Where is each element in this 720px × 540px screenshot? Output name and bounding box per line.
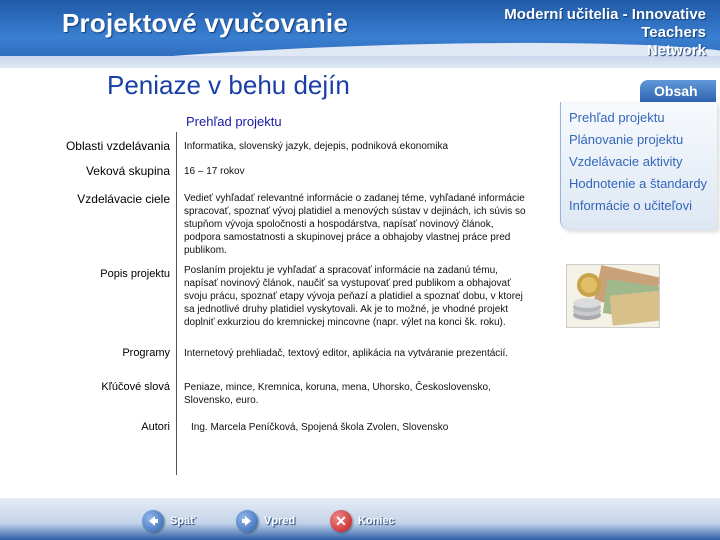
sidebar-item-teacher-info[interactable]: Informácie o učiteľovi — [569, 198, 693, 213]
sidebar-nav — [560, 102, 717, 230]
column-divider — [176, 132, 177, 475]
brand-network-line-2: Teachers — [641, 24, 706, 41]
row-value-authors: Ing. Marcela Peníčková, Spojená škola Zvolen, Slovensko — [191, 422, 449, 433]
page-title: Peniaze v behu dejín — [107, 70, 350, 100]
next-button-label: Vpred — [264, 515, 296, 527]
close-x-icon: ✕ — [330, 510, 352, 532]
row-value-areas: Informatika, slovenský jazyk, dejepis, podniková ekonomika — [184, 141, 449, 152]
row-value-age: 16 – 17 rokov — [184, 166, 245, 177]
sidebar-tab-contents[interactable]: Obsah — [640, 80, 716, 102]
row-label-keywords: Kľúčové slová — [101, 381, 170, 393]
brand-network-line-1: Moderní učitelia - Innovative — [504, 6, 706, 23]
row-value-goals: Vedieť vyhľadať relevantné informácie o zadanej téme, vyhľadané informácie spracovať, spoznať vývoj platidiel a menových sústav v dejinách, ich súvis so stupňom vývoja spoločnosti a hospodárstva, napísať novinový článok, podpora samostatnosti a skupinovej práce a obhajoby vlastnej práce pred publikom. — [184, 193, 526, 256]
brand-network-line-3: Network — [646, 42, 706, 59]
row-label-programs: Programy — [122, 347, 170, 359]
section-heading: Prehľad projektu — [186, 114, 282, 129]
coins-banknotes-illustration — [567, 265, 659, 327]
brand-network — [504, 6, 706, 60]
sidebar-item-activities[interactable]: Vzdelávacie aktivity — [569, 154, 683, 169]
row-value-description: Poslaním projektu je vyhľadať a spracovať informácie na zadanú tému, napísať novinový článok, naučiť sa vystupovať pred publikom a obhajovať svoju prácu, spoznať etapy vývoja peňazí a platidiel a spoznať dobu, v ktorej sa jednotlivé druhy platidiel vyskytovali. Ak je to možné, je vhodné projekt doplniť exkurziou do kremnickej mincovne (napr. výlet na konci šk. roku). — [184, 265, 523, 328]
row-label-description: Popis projektu — [100, 268, 170, 280]
row-value-keywords: Peniaze, mince, Kremnica, koruna, mena, Uhorsko, Československo, Slovensko, euro. — [184, 382, 491, 406]
row-label-goals: Vzdelávacie ciele — [77, 192, 170, 206]
brand-title: Projektové vyučovanie — [62, 8, 348, 38]
sidebar-item-assessment[interactable]: Hodnotenie a štandardy — [569, 176, 708, 191]
next-button[interactable] — [236, 510, 295, 532]
row-value-programs: Internetový prehliadač, textový editor, aplikácia na vytváranie prezentácií. — [184, 348, 509, 359]
back-button[interactable] — [142, 510, 195, 532]
row-label-areas: Oblasti vzdelávania — [65, 139, 170, 153]
arrow-right-icon — [236, 510, 258, 532]
close-button-label: Koniec — [358, 515, 395, 527]
close-button[interactable] — [330, 510, 395, 532]
row-label-authors: Autori — [141, 421, 170, 433]
row-label-age: Veková skupina — [85, 164, 170, 178]
header-banner — [0, 0, 720, 68]
coins-banknotes-image — [566, 264, 660, 328]
sidebar-item-overview[interactable]: Prehľad projektu — [569, 110, 665, 125]
back-button-label: Späť — [170, 515, 196, 527]
sidebar-item-planning[interactable]: Plánovanie projektu — [569, 132, 684, 147]
arrow-left-icon — [142, 510, 164, 532]
